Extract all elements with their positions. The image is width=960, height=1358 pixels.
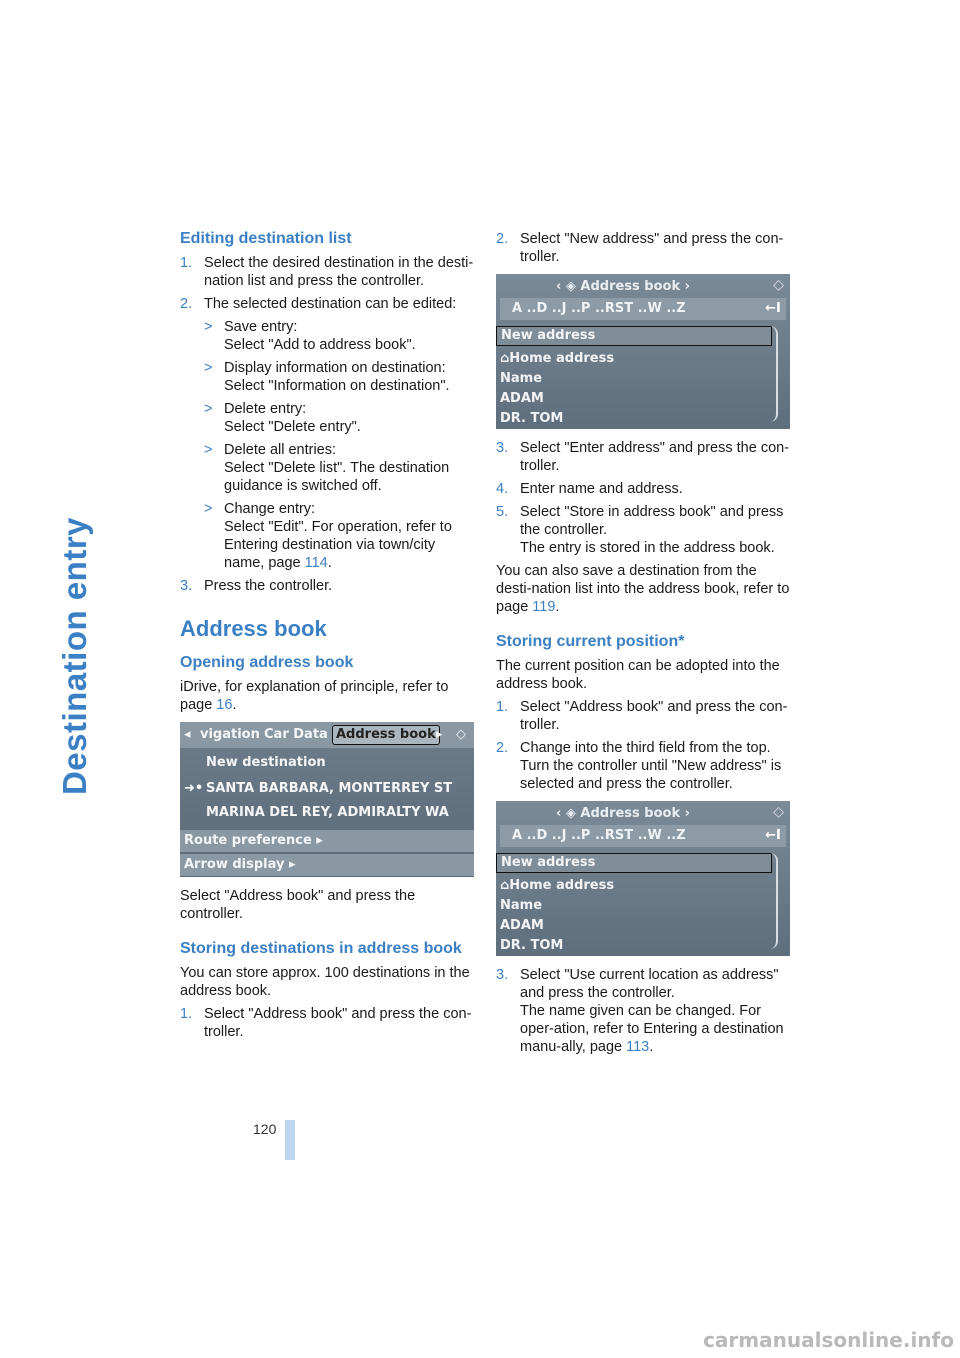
step — [180, 295, 475, 313]
bullet-glyph: > — [204, 442, 213, 458]
page-link[interactable]: 16 — [216, 697, 233, 713]
step — [180, 1005, 475, 1041]
idrive-menu-screenshot — [180, 722, 474, 877]
bullet-title: Delete entry: — [224, 401, 307, 417]
step-number: 1. — [180, 1006, 193, 1022]
step-text: Select "Store in address book" and press the controller. — [520, 504, 784, 538]
alphabet-bar: A ..D ..J ..P ..RST ..W ..Z — [500, 298, 767, 320]
left-column — [180, 230, 475, 1046]
scroll-indicator — [768, 853, 778, 949]
screen-header: ‹ ◈ Address book › — [556, 279, 691, 294]
step-number: 5. — [496, 504, 509, 520]
step-number: 2. — [496, 231, 509, 247]
step-number: 3. — [496, 967, 509, 983]
step-text: The name given can be changed. For oper-ation, refer to Entering a destination manu-ally, page — [520, 1003, 784, 1055]
address-book-screenshot — [496, 274, 790, 429]
heading-editing-destination-list: Editing destination list — [180, 230, 352, 247]
step-number: 1. — [496, 699, 509, 715]
controller-icon: ◇ — [773, 804, 784, 820]
step — [496, 966, 792, 1056]
paragraph — [180, 678, 475, 714]
step-text: Select the desired destination in the desti-nation list and press the controller. — [204, 255, 474, 289]
list-row: ⌂Home address — [500, 878, 615, 893]
bullet-glyph: > — [204, 360, 213, 376]
step-text: Select "Address book" and press the con-troller. — [204, 1006, 472, 1040]
step-number: 3. — [496, 440, 509, 456]
bullet-text: Select "Information on destination". — [224, 378, 450, 394]
paragraph: You can store approx. 100 destinations in the address book. — [180, 965, 470, 999]
punct: . — [327, 555, 332, 571]
controller-icon: ◇ — [456, 727, 466, 742]
side-title-text: Destination entry — [56, 516, 93, 796]
page-link[interactable]: 114 — [304, 555, 328, 571]
step — [496, 230, 792, 266]
page-number: 120 — [253, 1121, 277, 1137]
step-number: 4. — [496, 481, 509, 497]
heading-opening-address-book: Opening address book — [180, 654, 354, 671]
left-arrow-icon: ◂ — [184, 727, 191, 742]
step-number: 2. — [180, 296, 193, 312]
back-arrow-icon: ←I — [760, 825, 786, 847]
page-marker-bar — [285, 1120, 295, 1160]
punct: . — [555, 599, 560, 615]
step — [180, 254, 475, 290]
right-column — [496, 230, 792, 1061]
step — [496, 739, 792, 793]
heading-address-book: Address book — [180, 616, 327, 641]
alphabet-bar: A ..D ..J ..P ..RST ..W ..Z — [500, 825, 767, 847]
step-text: Enter name and address. — [520, 481, 683, 497]
menu-option: Arrow display ▸ — [180, 854, 474, 876]
page-link[interactable]: 119 — [532, 599, 556, 615]
step — [496, 439, 792, 475]
list-row-selected: New address — [496, 326, 772, 346]
list-row: ADAM — [500, 391, 544, 406]
step-text: The entry is stored in the address book. — [520, 540, 775, 556]
list-row-selected: New address — [496, 853, 772, 873]
paragraph: Select "Address book" and press the controller. — [180, 888, 416, 922]
bullet-text: Select "Edit". For operation, refer to Entering destination via town/city name, page — [224, 519, 452, 571]
tab-address-book: Address book — [332, 725, 440, 745]
bullet-item — [180, 500, 475, 572]
step — [180, 577, 475, 595]
controller-icon: ◇ — [773, 277, 784, 293]
menu-line: SANTA BARBARA, MONTERREY ST — [206, 781, 453, 796]
bullet-item — [180, 441, 475, 495]
step-number: 1. — [180, 255, 193, 271]
heading-storing-current-position: Storing current position* — [496, 633, 685, 650]
step-text: Change into the third field from the top. Turn the controller until "New address" is selected and press the controller. — [520, 740, 782, 792]
bullet-title: Display information on destination: — [224, 360, 446, 376]
page-link[interactable]: 113 — [626, 1039, 650, 1055]
bullet-title: Change entry: — [224, 501, 316, 517]
bullet-glyph: > — [204, 501, 213, 517]
paragraph-text: iDrive, for explanation of principle, refer to page — [180, 679, 449, 713]
scroll-indicator — [768, 326, 778, 422]
bullet-text: Select "Delete entry". — [224, 419, 361, 435]
step-text: Select "Address book" and press the con-troller. — [520, 699, 788, 733]
punct: . — [649, 1039, 654, 1055]
bullet-title: Save entry: — [224, 319, 298, 335]
step-text: Press the controller. — [204, 578, 333, 594]
list-row: Name — [500, 371, 543, 386]
list-row: Name — [500, 898, 543, 913]
step-number: 2. — [496, 740, 509, 756]
step — [496, 480, 792, 498]
menu-option: Route preference ▸ — [180, 830, 474, 852]
address-book-screenshot — [496, 801, 790, 956]
step — [496, 698, 792, 734]
bullet-item — [180, 318, 475, 354]
step-text: Select "Enter address" and press the con-troller. — [520, 440, 790, 474]
step-text: Select "Use current location as address" and press the controller. — [520, 967, 779, 1001]
step-text: The selected destination can be edited: — [204, 296, 457, 312]
bullet-text: Select "Add to address book". — [224, 337, 416, 353]
step-number: 3. — [180, 578, 193, 594]
step — [496, 503, 792, 557]
paragraph-text: You can also save a destination from the desti-nation list into the address book, refer to page — [496, 563, 790, 615]
tab-navigation: vigation — [200, 727, 260, 742]
menu-tab-bar — [180, 722, 474, 748]
bullet-text: Select "Delete list". The destination guidance is switched off. — [224, 460, 450, 494]
step-text: Select "New address" and press the con-troller. — [520, 231, 784, 265]
paragraph: The current position can be adopted into the address book. — [496, 658, 780, 692]
punct: . — [232, 697, 237, 713]
bullet-title: Delete all entries: — [224, 442, 337, 458]
list-row: ADAM — [500, 918, 544, 933]
tab-car-data: Car Data — [264, 727, 328, 742]
menu-line: New destination — [206, 755, 326, 770]
paragraph — [496, 562, 792, 616]
back-arrow-icon: ←I — [760, 298, 786, 320]
list-row: DR. TOM — [500, 938, 564, 953]
bullet-item — [180, 400, 475, 436]
bullet-glyph: > — [204, 401, 213, 417]
destination-arrow-icon: ➜• — [184, 781, 204, 796]
list-row: ⌂Home address — [500, 351, 615, 366]
right-arrow-icon: ▸ — [436, 727, 443, 742]
bullet-glyph: > — [204, 319, 213, 335]
heading-storing-destinations: Storing destinations in address book — [180, 940, 462, 957]
menu-line: MARINA DEL REY, ADMIRALTY WA — [206, 805, 449, 820]
bullet-item — [180, 359, 475, 395]
watermark: carmanualsonline.info — [703, 1328, 954, 1352]
list-row: DR. TOM — [500, 411, 564, 426]
screen-header: ‹ ◈ Address book › — [556, 806, 691, 821]
